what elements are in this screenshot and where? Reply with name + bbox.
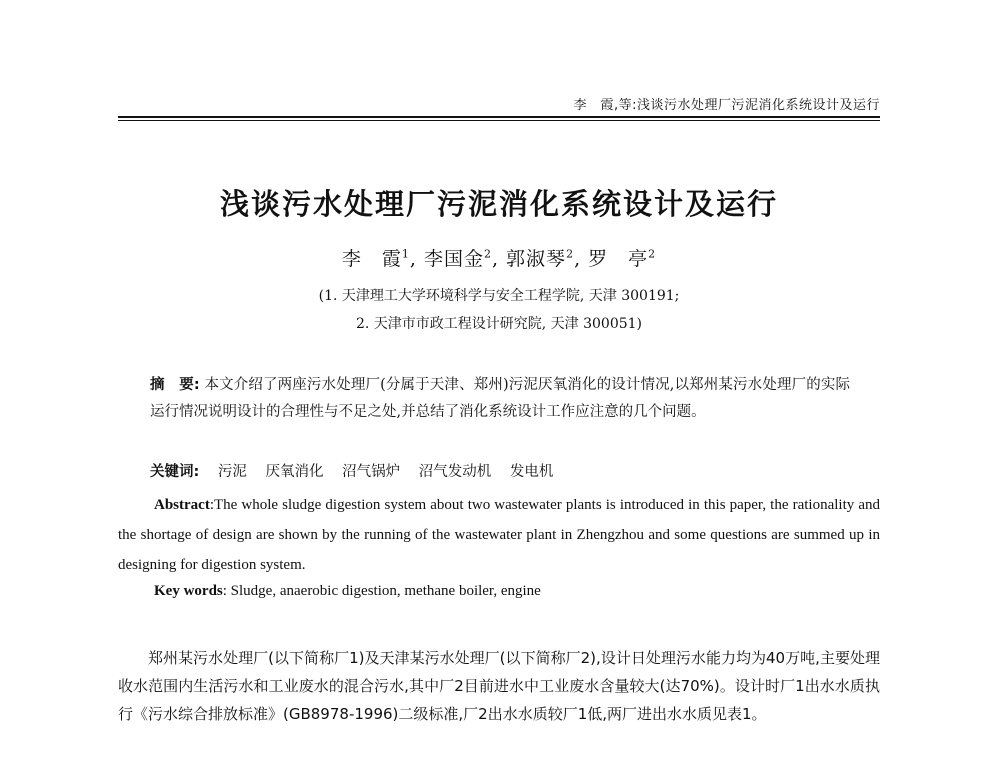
- chinese-abstract: [150, 372, 850, 426]
- header-rule-thin: [118, 120, 880, 121]
- english-abstract-label: Abstract: [154, 497, 210, 513]
- english-keywords-separator: :: [222, 583, 227, 599]
- english-keywords-text: Sludge, anaerobic digestion, methane boiler, engine: [230, 583, 541, 599]
- body-paragraph: 郑州某污水处理厂(以下简称厂1)及天津某污水处理厂(以下简称厂2),设计日处理污水能力均为40万吨,主要处理收水范围内生活污水和工业废水的混合污水,其中厂2目前进水中工业废水含量较大(达70%)。设计时厂1出水水质执行《污水综合排放标准》(GB8978-1996)二级标准,厂2出水水质较厂1低,两厂进出水水质见表1。: [118, 649, 880, 723]
- affiliation-2: 2. 天津市市政工程设计研究院, 天津 300051): [355, 316, 643, 332]
- keyword-item: 沼气锅炉: [342, 464, 401, 480]
- affiliation-1: (1. 天津理工大学环境科学与安全工程学院, 天津 300191;: [318, 288, 680, 304]
- author-affiliation-mark: 2: [483, 247, 492, 261]
- running-head: 李 霞,等:浅谈污水处理厂污泥消化系统设计及运行: [573, 98, 880, 113]
- author-list: [118, 244, 880, 271]
- author-name: 郭淑琴: [506, 248, 567, 270]
- author-affiliation-mark: 2: [648, 247, 657, 261]
- english-keywords: [154, 583, 880, 600]
- author-name: 李国金: [423, 248, 484, 270]
- author-separator: ,: [574, 248, 582, 270]
- author-name: 李 霞: [341, 248, 402, 270]
- english-keywords-label: Key words: [154, 583, 223, 599]
- paper-title: 浅谈污水处理厂污泥消化系统设计及运行: [219, 187, 778, 221]
- header-rule-thick: [118, 116, 880, 118]
- keyword-item: 沼气发动机: [418, 464, 492, 480]
- chinese-keywords: [150, 460, 850, 481]
- english-abstract-separator: :: [209, 497, 214, 513]
- chinese-abstract-text: 本文介绍了两座污水处理厂(分属于天津、郑州)污泥厌氧消化的设计情况,以郑州某污水处理厂的实际运行情况说明设计的合理性与不足之处,并总结了消化系统设计工作应注意的几个问题。: [150, 377, 851, 420]
- english-abstract-text: The whole sludge digestion system about two wastewater plants is introduced in this paper, the rationality and the shortage of design are shown by the running of the wastewater plant in Zhengzhou and some questions are summed up in designing for digestion system.: [118, 497, 880, 573]
- author-affiliation-mark: 1: [401, 247, 410, 261]
- keyword-item: 发电机: [509, 464, 554, 480]
- chinese-keywords-label: 关键词:: [150, 464, 200, 480]
- keyword-item: 污泥: [217, 464, 247, 480]
- english-abstract: [118, 490, 880, 580]
- author-name: 罗 亭: [588, 248, 649, 270]
- keyword-item: 厌氧消化: [265, 464, 324, 480]
- chinese-abstract-label: 摘 要:: [150, 377, 200, 393]
- author-separator: ,: [409, 248, 417, 270]
- author-affiliation-mark: 2: [566, 247, 575, 261]
- author-separator: ,: [491, 248, 499, 270]
